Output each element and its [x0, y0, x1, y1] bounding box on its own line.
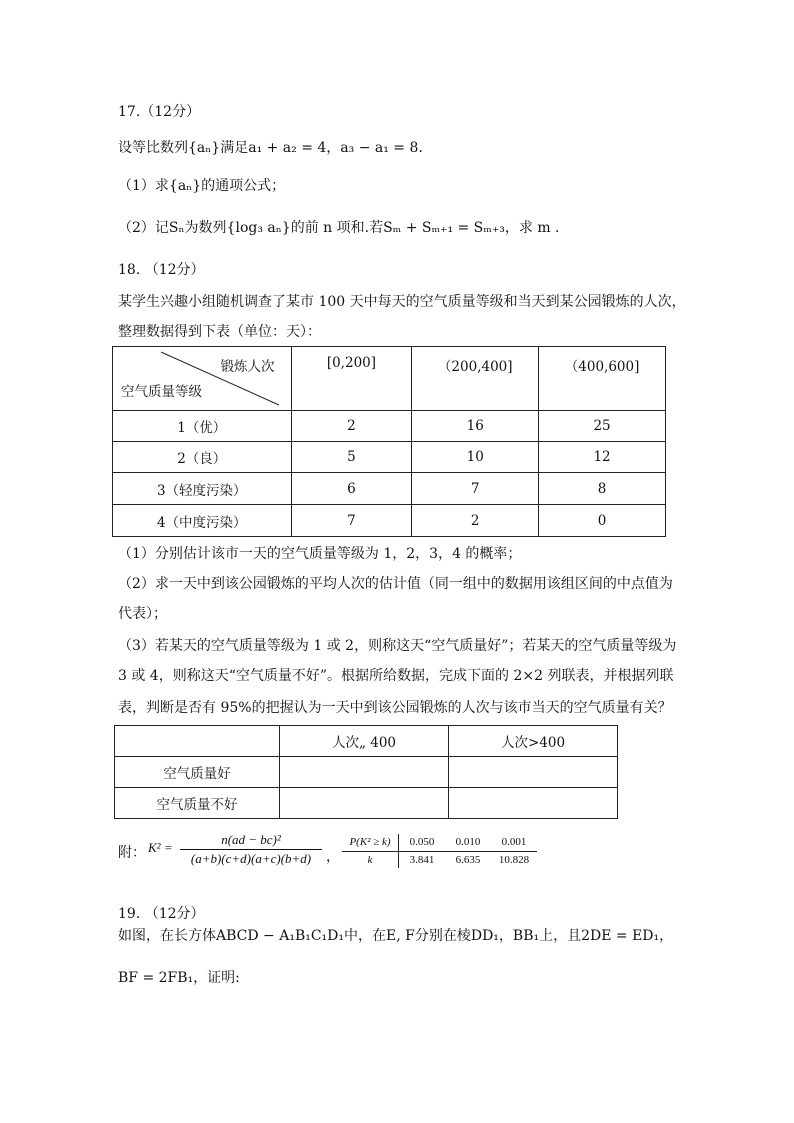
table-cell: 6 [291, 473, 412, 505]
ref-header-label: P(K² ≥ k) [342, 834, 399, 851]
table-cell: 25 [539, 411, 666, 442]
air-quality-table [112, 346, 666, 537]
ref-cell: 10.828 [498, 853, 530, 866]
blank-cell [449, 788, 618, 819]
row-label: 1（优） [113, 411, 292, 442]
critical-value-table [342, 834, 537, 868]
table-corner-cell [113, 347, 292, 411]
table-cell: 8 [539, 473, 666, 505]
column-header: （200,400] [412, 347, 539, 411]
row-label: 4（中度污染） [113, 505, 292, 537]
column-header: （400,600] [539, 347, 666, 411]
table-cell: 2 [291, 411, 412, 442]
q18-heading: 18. （12分） [118, 262, 205, 278]
formula-numerator: n(ad − bc)² [180, 832, 322, 850]
table-row [115, 757, 618, 788]
q18-part1: （1）分别估计该市一天的空气质量等级为 1，2，3，4 的概率； [118, 546, 522, 562]
formula-denominator: (a+b)(c+d)(a+c)(b+d) [190, 851, 312, 866]
q19-heading: 19. （12分） [118, 906, 205, 922]
table-cell: 0 [539, 505, 666, 537]
empty-corner-cell [115, 726, 280, 757]
blank-cell [280, 788, 449, 819]
blank-cell [280, 757, 449, 788]
q17-part2: （2）记Sₙ为数列{log₃ aₙ}的前 n 项和.若Sₘ + Sₘ₊₁ = Sₘ₊₃，求 m . [118, 220, 560, 236]
column-header: [0,200] [291, 347, 412, 411]
formula-fraction [180, 832, 322, 867]
table-cell: 5 [291, 442, 412, 473]
row-label: 空气质量好 [115, 757, 280, 788]
ref-row-label: k [342, 851, 399, 868]
q18-part3-line3: 表，判断是否有 95%的把握认为一天中到该公园锻炼的人次与该市当天的空气质量有关？ [118, 700, 672, 716]
column-header: 人次>400 [449, 726, 618, 757]
table-cell: 10 [412, 442, 539, 473]
table-row [113, 505, 666, 537]
corner-top-label: 锻炼人次 [220, 359, 275, 375]
contingency-table [114, 725, 618, 819]
ref-cell: 0.001 [491, 834, 537, 851]
table-row [115, 788, 618, 819]
table-row [113, 442, 666, 473]
table-cell: 7 [291, 505, 412, 537]
ref-cell: 0.050 [399, 834, 446, 851]
table-cell: 7 [412, 473, 539, 505]
q19-line2: BF = 2FB₁，证明: [118, 970, 240, 986]
row-label: 3（轻度污染） [113, 473, 292, 505]
ref-cell: 0.010 [445, 834, 491, 851]
row-label: 空气质量不好 [115, 788, 280, 819]
row-label: 2（良） [113, 442, 292, 473]
q18-intro-line2: 整理数据得到下表（单位：天）： [118, 324, 321, 340]
table-cell: 2 [412, 505, 539, 537]
table-row [113, 411, 666, 442]
q17-part1: （1）求{aₙ}的通项公式； [118, 178, 286, 194]
q19-line1: 如图，在长方体ABCD − A₁B₁C₁D₁中，在E, F分别在棱DD₁，BB₁上，且2DE = ED₁， [118, 928, 674, 944]
q18-part2-line2: 代表）； [118, 606, 167, 622]
table-cell: 16 [412, 411, 539, 442]
formula-separator: ， [326, 849, 340, 865]
corner-bottom-label: 空气质量等级 [121, 384, 202, 400]
q17-stem: 设等比数列{aₙ}满足a₁ + a₂ = 4，a₃ − a₁ = 8. [118, 140, 423, 156]
table-row [113, 473, 666, 505]
q18-part3-line1: （3）若某天的空气质量等级为 1 或 2，则称这天“空气质量好”；若某天的空气质量等级为 [118, 638, 677, 654]
q18-part2-line1: （2）求一天中到该公园锻炼的平均人次的估计值（同一组中的数据用该组区间的中点值为 [118, 576, 673, 592]
q17-heading: 17.（12分） [118, 104, 201, 120]
formula-lhs: K² = [148, 840, 173, 855]
q18-part3-line2: 3 或 4，则称这天“空气质量不好”。根据所给数据，完成下面的 2×2 列联表，并根据列联 [118, 668, 674, 684]
table-cell: 12 [539, 442, 666, 473]
appendix-label: 附： [118, 845, 146, 861]
ref-cell: 6.635 [455, 853, 481, 866]
column-header: 人次„ 400 [280, 726, 449, 757]
ref-cell: 3.841 [409, 853, 435, 866]
blank-cell [449, 757, 618, 788]
q18-intro-line1: 某学生兴趣小组随机调查了某市 100 天中每天的空气质量等级和当天到某公园锻炼的人次， [118, 294, 686, 310]
